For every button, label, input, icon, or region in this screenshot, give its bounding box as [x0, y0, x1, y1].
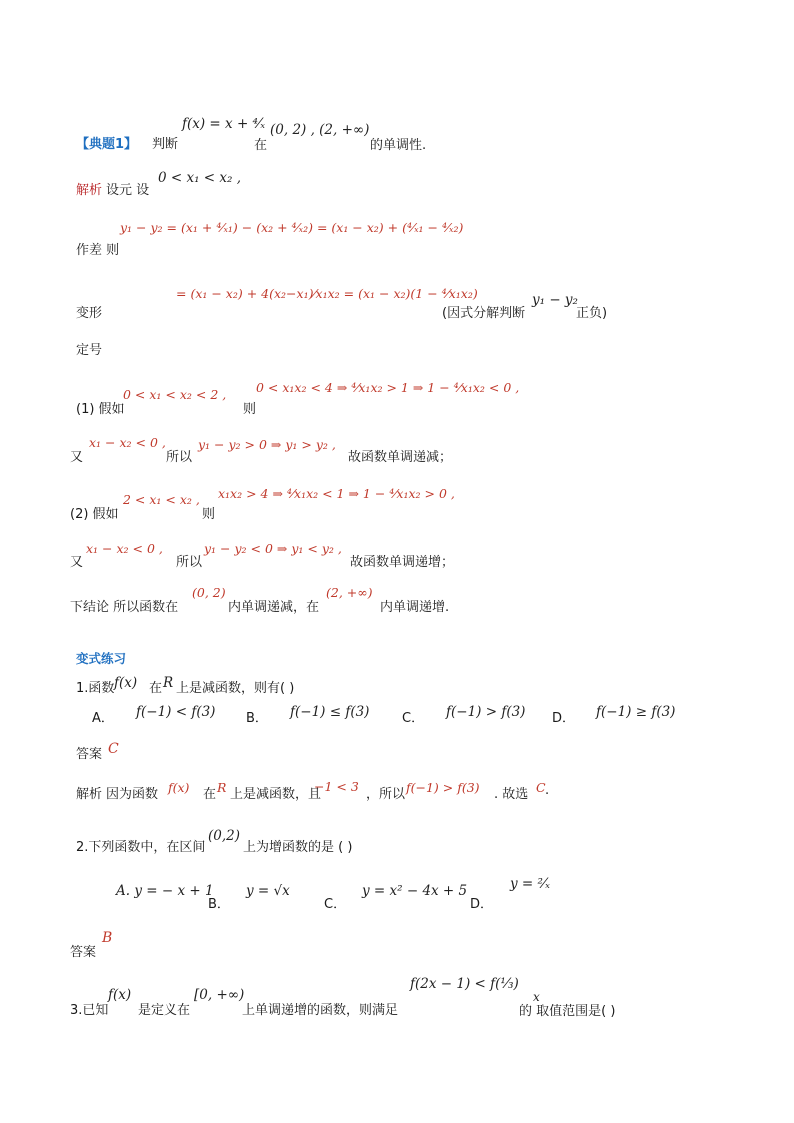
case2b-conclusion: 故函数单调递增； [350, 555, 455, 570]
q3-stem-x: x [533, 990, 540, 1004]
q1-option-b: f(−1) ≤ f(3) [290, 704, 370, 720]
step1-expr: 0 < x₁ < x₂ , [158, 170, 242, 186]
case1b-a: x₁ − x₂ < 0 , [89, 435, 166, 450]
q3-stem-d: 的 取值范围是( ) [519, 1004, 616, 1019]
step3-note-expr: y₁ − y₂ [532, 292, 578, 308]
case2-condition: 2 < x₁ < x₂ , [123, 492, 200, 507]
q3-stem-inequality: f(2x − 1) < f(⅓) [410, 976, 519, 992]
q1-expl-label: 解析 [76, 787, 103, 802]
q2-stem-b: 上为增函数的是 ( ) [243, 840, 353, 855]
practice-title: 变式练习 [76, 651, 127, 666]
case1-expr: 0 < x₁x₂ < 4 ⇒ ⁴⁄x₁x₂ > 1 ⇒ 1 − ⁴⁄x₁x₂ < 0 , [256, 380, 520, 395]
case2-label: (2) 假如 [70, 507, 119, 522]
q3-stem-c: 上单调递增的函数，则满足 [242, 1003, 399, 1018]
q2-answer: B [102, 930, 113, 946]
conclusion-c: 内单调递增. [380, 600, 450, 615]
q1-stem-c: 上是减函数，则有( ) [176, 681, 295, 696]
conclusion-a: 下结论 所以函数在 [70, 600, 179, 615]
q1-option-d-letter: D． [552, 711, 576, 726]
conclusion-interval-2: (2, +∞) [326, 585, 373, 600]
case1b-you: 又 [70, 450, 84, 465]
analysis-label: 解析 [76, 183, 103, 198]
q1-answer-label: 答案 [76, 747, 103, 762]
step3-label: 变形 [76, 306, 103, 321]
q1-stem-a: 1.函数 [76, 681, 115, 696]
q1-option-a: f(−1) < f(3) [136, 704, 216, 720]
q1-option-c-letter: C． [402, 711, 425, 726]
step3-note-a: (因式分解判断 [442, 306, 526, 321]
example-tail: 的单调性. [370, 138, 427, 153]
q2-option-c: y = x² − 4x + 5 [362, 883, 468, 899]
q1-expl-e: . 故选 [494, 787, 529, 802]
example-tag: 【典题1】 [76, 137, 138, 152]
q1-stem-f: f(x) [114, 675, 138, 691]
q1-expl-d: ，所以 [366, 787, 406, 802]
q2-stem-a: 2.下列函数中，在区间 [76, 840, 206, 855]
example-function: f(x) = x + ⁴⁄ₓ [182, 116, 266, 132]
example-mid: 在 [254, 138, 268, 153]
case2-then: 则 [202, 507, 216, 522]
step3-expr: = (x₁ − x₂) + 4(x₂−x₁)⁄x₁x₂ = (x₁ − x₂)(1 − ⁴⁄x₁x₂) [176, 286, 478, 301]
q3-stem-interval: [0, +∞) [194, 987, 245, 1003]
q3-stem-a: 3.已知 [70, 1003, 109, 1018]
q1-option-d: f(−1) ≥ f(3) [596, 704, 676, 720]
case2-expr: x₁x₂ > 4 ⇒ ⁴⁄x₁x₂ < 1 ⇒ 1 − ⁴⁄x₁x₂ > 0 , [218, 486, 455, 501]
q3-stem-b: 是定义在 [138, 1003, 191, 1018]
case1b-b: y₁ − y₂ > 0 ⇒ y₁ > y₂ , [198, 437, 336, 452]
case2b-a: x₁ − x₂ < 0 , [86, 541, 163, 556]
q1-option-a-letter: A． [92, 711, 114, 726]
example-lead: 判断 [152, 137, 179, 152]
step1-label: 设元 设 [106, 183, 150, 198]
q2-option-d: y = ²⁄ₓ [510, 876, 550, 892]
step3-note-b: 正负) [576, 306, 608, 321]
q1-expl-choice: C [536, 780, 546, 795]
case2b-you: 又 [70, 555, 84, 570]
q1-answer: C [108, 741, 119, 757]
q1-expl-c: 上是减函数，且 [230, 787, 322, 802]
q2-stem-interval: (0,2) [208, 828, 241, 844]
q1-stem-b: 在 [149, 681, 163, 696]
case1b-so: 所以 [166, 450, 193, 465]
q1-expl-ineq: −1 < 3 [314, 779, 359, 794]
step2-expr: y₁ − y₂ = (x₁ + ⁴⁄ₓ₁) − (x₂ + ⁴⁄ₓ₂) = (x₁ − x₂) + (⁴⁄ₓ₁ − ⁴⁄ₓ₂) [120, 220, 464, 235]
q3-stem-f: f(x) [108, 987, 132, 1003]
q1-expl-f: f(x) [168, 780, 190, 795]
case2b-b: y₁ − y₂ < 0 ⇒ y₁ < y₂ , [204, 541, 342, 556]
q2-answer-label: 答案 [70, 945, 97, 960]
case1-condition: 0 < x₁ < x₂ < 2 , [123, 387, 227, 402]
example-intervals: (0, 2) , (2, +∞) [270, 122, 370, 138]
case2b-so: 所以 [176, 555, 203, 570]
conclusion-interval-1: (0, 2) [192, 585, 226, 600]
q1-expl-b: 在 [203, 787, 217, 802]
step4-label: 定号 [76, 343, 103, 358]
q1-expl-a: 因为函数 [106, 787, 159, 802]
q2-option-d-letter: D． [470, 897, 494, 912]
conclusion-b: 内单调递减，在 [228, 600, 320, 615]
q2-option-b-letter: B． [208, 897, 230, 912]
q2-option-b: y = √x [246, 883, 290, 899]
q1-option-b-letter: B． [246, 711, 268, 726]
q2-option-c-letter: C． [324, 897, 347, 912]
step2-label: 作差 则 [76, 243, 120, 258]
case1-label: (1) 假如 [76, 402, 125, 417]
case1b-conclusion: 故函数单调递减； [348, 450, 453, 465]
case1-then: 则 [243, 402, 257, 417]
q1-expl-result: f(−1) > f(3) [406, 780, 480, 795]
q1-expl-end: . [545, 783, 550, 798]
q1-stem-R: R [163, 675, 174, 691]
q1-option-c: f(−1) > f(3) [446, 704, 526, 720]
q2-option-a: A. y = − x + 1 [116, 883, 214, 899]
q1-expl-R: R [217, 780, 227, 795]
